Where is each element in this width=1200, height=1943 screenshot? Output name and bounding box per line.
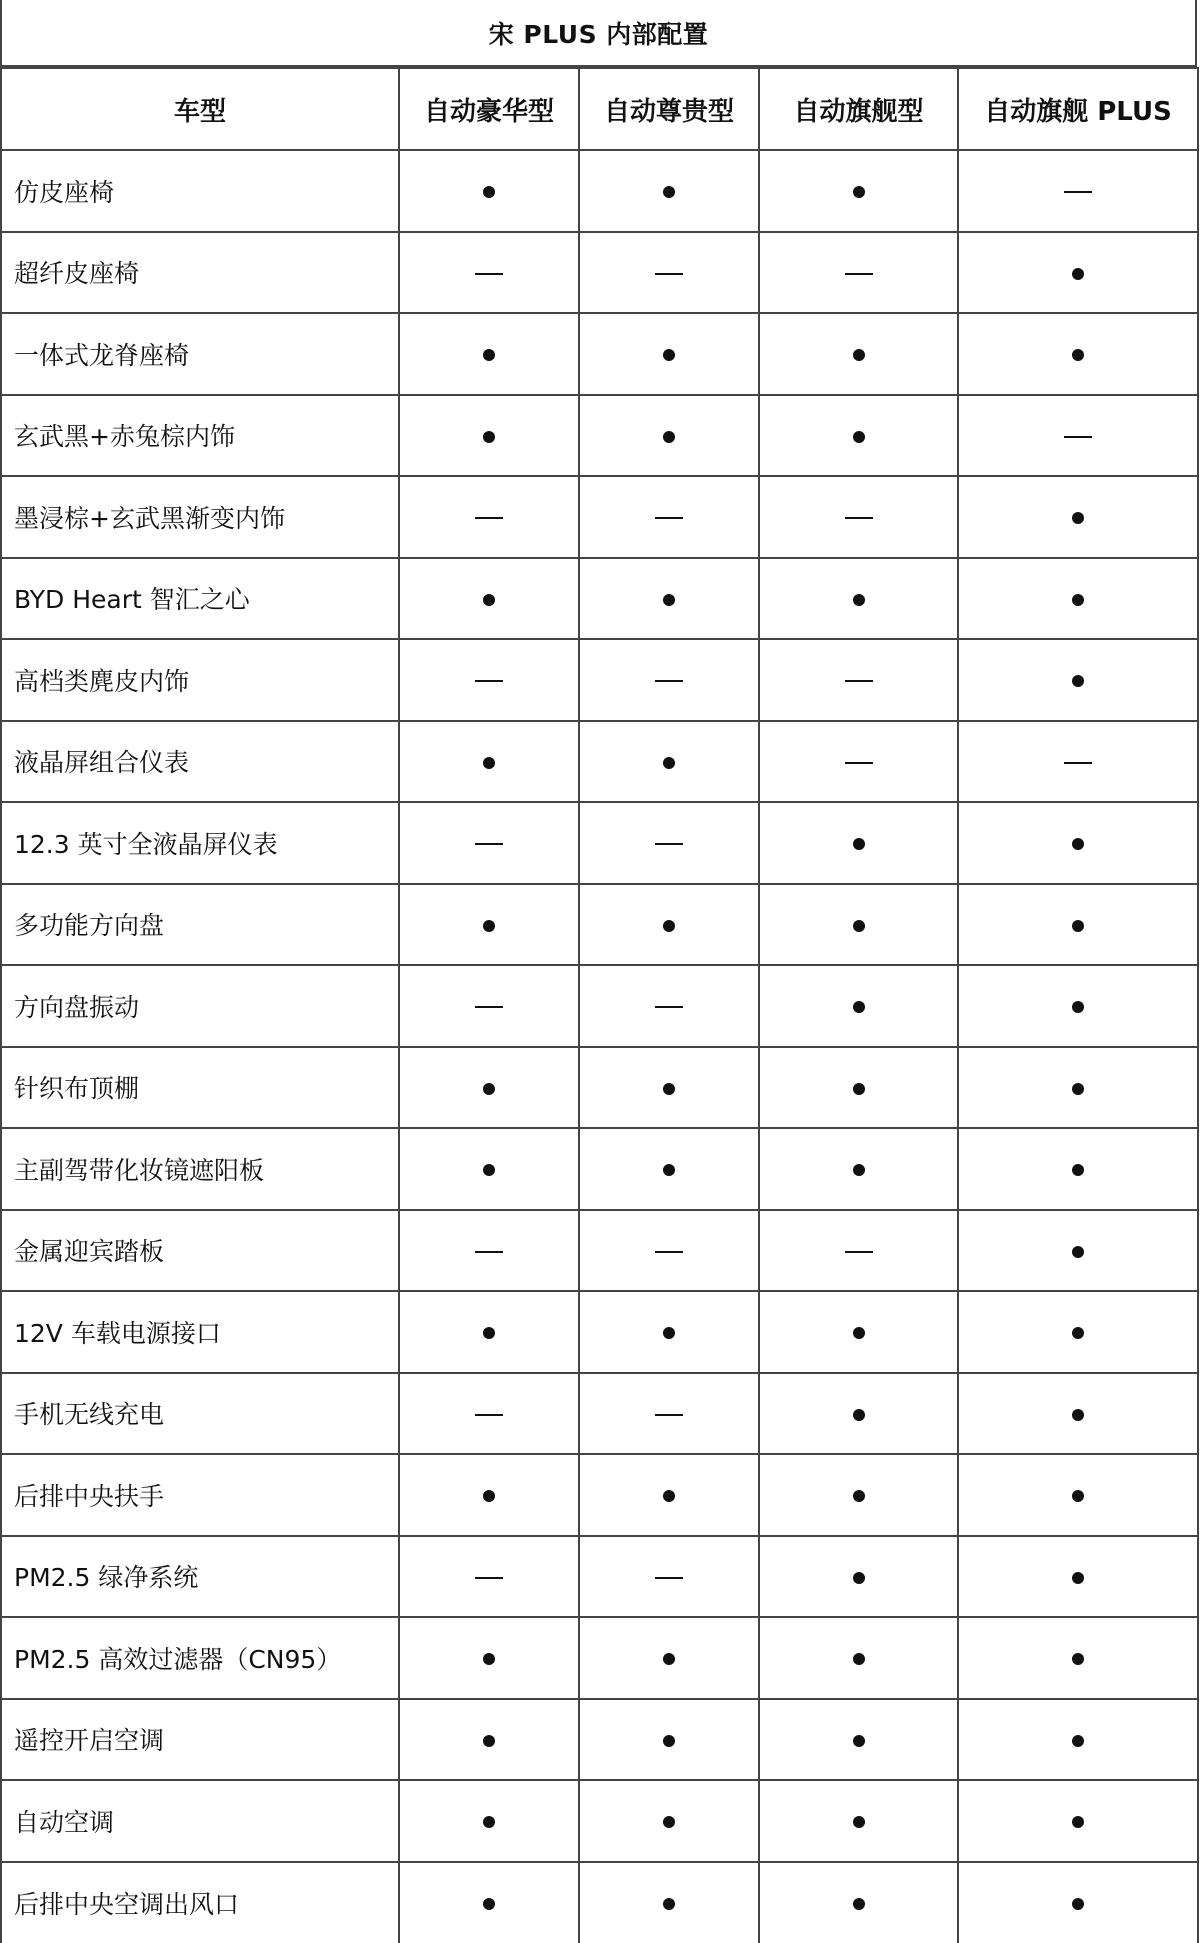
- config-cell: [399, 313, 579, 395]
- config-cell: [958, 1862, 1198, 1943]
- config-cell: [958, 721, 1198, 803]
- feature-name: 仿皮座椅: [1, 150, 399, 232]
- table-body: [1, 150, 1198, 1943]
- config-cell: [759, 802, 958, 884]
- config-cell: [759, 965, 958, 1047]
- config-cell: [579, 884, 759, 966]
- config-cell: [579, 1862, 759, 1943]
- feature-name: 12.3 英寸全液晶屏仪表: [1, 802, 399, 884]
- config-cell: [399, 1780, 579, 1862]
- feature-name: 多功能方向盘: [1, 884, 399, 966]
- not-available-dash-icon: [475, 1414, 503, 1416]
- feature-name: BYD Heart 智汇之心: [1, 558, 399, 640]
- standard-dot-icon: [1072, 349, 1084, 361]
- config-cell: [759, 150, 958, 232]
- table-row: [1, 1128, 1198, 1210]
- standard-dot-icon: [1072, 1083, 1084, 1095]
- config-cell: [399, 1454, 579, 1536]
- standard-dot-icon: [483, 757, 495, 769]
- table-row: [1, 1373, 1198, 1455]
- table-row: [1, 1047, 1198, 1129]
- not-available-dash-icon: [1064, 191, 1092, 193]
- feature-name: 后排中央扶手: [1, 1454, 399, 1536]
- config-cell: [958, 802, 1198, 884]
- config-cell: [958, 884, 1198, 966]
- table-row: [1, 1536, 1198, 1618]
- not-available-dash-icon: [845, 1251, 873, 1253]
- feature-name: 主副驾带化妆镜遮阳板: [1, 1128, 399, 1210]
- standard-dot-icon: [663, 186, 675, 198]
- table-row: [1, 558, 1198, 640]
- config-cell: [759, 558, 958, 640]
- standard-dot-icon: [853, 1735, 865, 1747]
- config-cell: [958, 395, 1198, 477]
- config-cell: [399, 802, 579, 884]
- config-cell: [579, 721, 759, 803]
- config-cell: [958, 150, 1198, 232]
- config-cell: [759, 232, 958, 314]
- standard-dot-icon: [483, 920, 495, 932]
- standard-dot-icon: [1072, 1409, 1084, 1421]
- table-row: [1, 395, 1198, 477]
- not-available-dash-icon: [475, 680, 503, 682]
- config-cell: [399, 395, 579, 477]
- config-cell: [759, 395, 958, 477]
- config-cell: [759, 476, 958, 558]
- standard-dot-icon: [1072, 1164, 1084, 1176]
- table-row: [1, 1780, 1198, 1862]
- not-available-dash-icon: [655, 1577, 683, 1579]
- config-cell: [399, 1536, 579, 1618]
- standard-dot-icon: [483, 1898, 495, 1910]
- standard-dot-icon: [1072, 512, 1084, 524]
- not-available-dash-icon: [475, 1251, 503, 1253]
- feature-name: 针织布顶棚: [1, 1047, 399, 1129]
- config-cell: [399, 1128, 579, 1210]
- standard-dot-icon: [483, 186, 495, 198]
- not-available-dash-icon: [655, 1006, 683, 1008]
- standard-dot-icon: [853, 594, 865, 606]
- standard-dot-icon: [483, 1083, 495, 1095]
- feature-name: 手机无线充电: [1, 1373, 399, 1455]
- standard-dot-icon: [853, 1490, 865, 1502]
- standard-dot-icon: [853, 186, 865, 198]
- standard-dot-icon: [663, 1083, 675, 1095]
- standard-dot-icon: [853, 1816, 865, 1828]
- table-row: [1, 1210, 1198, 1292]
- feature-name: 12V 车载电源接口: [1, 1291, 399, 1373]
- feature-name: 液晶屏组合仪表: [1, 721, 399, 803]
- table-row: [1, 1291, 1198, 1373]
- config-cell: [579, 1617, 759, 1699]
- standard-dot-icon: [483, 1490, 495, 1502]
- feature-name: 金属迎宾踏板: [1, 1210, 399, 1292]
- config-cell: [579, 1291, 759, 1373]
- feature-name: 自动空调: [1, 1780, 399, 1862]
- standard-dot-icon: [483, 1653, 495, 1665]
- table-row: [1, 802, 1198, 884]
- standard-dot-icon: [1072, 1572, 1084, 1584]
- standard-dot-icon: [483, 594, 495, 606]
- config-cell: [958, 1536, 1198, 1618]
- standard-dot-icon: [853, 1083, 865, 1095]
- not-available-dash-icon: [1064, 762, 1092, 764]
- config-cell: [399, 884, 579, 966]
- config-cell: [958, 313, 1198, 395]
- standard-dot-icon: [483, 1735, 495, 1747]
- standard-dot-icon: [853, 920, 865, 932]
- not-available-dash-icon: [655, 680, 683, 682]
- config-cell: [958, 1454, 1198, 1536]
- feature-name: 高档类麂皮内饰: [1, 639, 399, 721]
- table-title: 宋 PLUS 内部配置: [0, 0, 1197, 67]
- standard-dot-icon: [1072, 1490, 1084, 1502]
- config-cell: [958, 232, 1198, 314]
- config-cell: [958, 558, 1198, 640]
- standard-dot-icon: [663, 757, 675, 769]
- feature-name: 一体式龙脊座椅: [1, 313, 399, 395]
- not-available-dash-icon: [475, 273, 503, 275]
- config-cell: [958, 1291, 1198, 1373]
- not-available-dash-icon: [475, 1006, 503, 1008]
- config-cell: [579, 1699, 759, 1781]
- standard-dot-icon: [1072, 1327, 1084, 1339]
- standard-dot-icon: [483, 1327, 495, 1339]
- config-cell: [759, 1617, 958, 1699]
- standard-dot-icon: [1072, 1816, 1084, 1828]
- not-available-dash-icon: [475, 843, 503, 845]
- not-available-dash-icon: [475, 517, 503, 519]
- standard-dot-icon: [853, 1327, 865, 1339]
- feature-name: 墨浸棕+玄武黑渐变内饰: [1, 476, 399, 558]
- standard-dot-icon: [853, 1653, 865, 1665]
- column-header-premium: 自动尊贵型: [579, 68, 759, 150]
- config-cell: [399, 965, 579, 1047]
- column-header-flagship: 自动旗舰型: [759, 68, 958, 150]
- config-cell: [759, 1780, 958, 1862]
- config-cell: [579, 1128, 759, 1210]
- standard-dot-icon: [663, 1816, 675, 1828]
- config-cell: [958, 1047, 1198, 1129]
- config-cell: [958, 965, 1198, 1047]
- standard-dot-icon: [483, 1816, 495, 1828]
- table-row: [1, 150, 1198, 232]
- config-cell: [399, 558, 579, 640]
- not-available-dash-icon: [845, 762, 873, 764]
- standard-dot-icon: [853, 838, 865, 850]
- feature-name: 超纤皮座椅: [1, 232, 399, 314]
- standard-dot-icon: [663, 594, 675, 606]
- feature-name: 遥控开启空调: [1, 1699, 399, 1781]
- config-cell: [579, 802, 759, 884]
- standard-dot-icon: [663, 1327, 675, 1339]
- config-cell: [399, 1047, 579, 1129]
- config-cell: [579, 1210, 759, 1292]
- config-cell: [579, 1780, 759, 1862]
- table-row: [1, 965, 1198, 1047]
- config-cell: [399, 1291, 579, 1373]
- config-cell: [759, 639, 958, 721]
- config-cell: [958, 1373, 1198, 1455]
- config-cell: [579, 1373, 759, 1455]
- config-cell: [759, 1699, 958, 1781]
- not-available-dash-icon: [655, 1251, 683, 1253]
- column-header-flagship-plus: 自动旗舰 PLUS: [958, 68, 1198, 150]
- standard-dot-icon: [663, 920, 675, 932]
- not-available-dash-icon: [655, 517, 683, 519]
- config-cell: [759, 1862, 958, 1943]
- config-cell: [759, 1291, 958, 1373]
- standard-dot-icon: [1072, 594, 1084, 606]
- config-cell: [759, 1373, 958, 1455]
- config-cell: [399, 1210, 579, 1292]
- config-cell: [958, 1780, 1198, 1862]
- standard-dot-icon: [1072, 1001, 1084, 1013]
- config-cell: [579, 558, 759, 640]
- config-cell: [579, 1047, 759, 1129]
- not-available-dash-icon: [475, 1577, 503, 1579]
- config-cell: [958, 1128, 1198, 1210]
- not-available-dash-icon: [655, 1414, 683, 1416]
- standard-dot-icon: [853, 1164, 865, 1176]
- config-cell: [579, 1536, 759, 1618]
- standard-dot-icon: [853, 1898, 865, 1910]
- standard-dot-icon: [483, 349, 495, 361]
- standard-dot-icon: [1072, 675, 1084, 687]
- standard-dot-icon: [1072, 1246, 1084, 1258]
- table-row: [1, 1699, 1198, 1781]
- table-row: [1, 639, 1198, 721]
- standard-dot-icon: [663, 1490, 675, 1502]
- config-cell: [399, 1699, 579, 1781]
- config-cell: [579, 639, 759, 721]
- table-row: [1, 721, 1198, 803]
- config-cell: [759, 1128, 958, 1210]
- config-cell: [399, 150, 579, 232]
- feature-name: 方向盘振动: [1, 965, 399, 1047]
- config-cell: [759, 884, 958, 966]
- standard-dot-icon: [1072, 1735, 1084, 1747]
- config-cell: [399, 476, 579, 558]
- standard-dot-icon: [1072, 1653, 1084, 1665]
- table-row: [1, 476, 1198, 558]
- config-table: [0, 67, 1199, 1943]
- config-cell: [399, 721, 579, 803]
- table-row: [1, 1617, 1198, 1699]
- config-cell: [399, 1862, 579, 1943]
- config-cell: [759, 1536, 958, 1618]
- config-cell: [759, 1210, 958, 1292]
- standard-dot-icon: [1072, 1898, 1084, 1910]
- standard-dot-icon: [853, 1572, 865, 1584]
- config-cell: [958, 1699, 1198, 1781]
- config-cell: [579, 476, 759, 558]
- standard-dot-icon: [663, 1735, 675, 1747]
- config-cell: [399, 639, 579, 721]
- config-cell: [579, 150, 759, 232]
- standard-dot-icon: [853, 1409, 865, 1421]
- config-cell: [958, 1210, 1198, 1292]
- feature-name: PM2.5 高效过滤器（CN95）: [1, 1617, 399, 1699]
- feature-name: PM2.5 绿净系统: [1, 1536, 399, 1618]
- not-available-dash-icon: [655, 273, 683, 275]
- config-cell: [399, 1617, 579, 1699]
- config-cell: [759, 313, 958, 395]
- config-cell: [399, 232, 579, 314]
- standard-dot-icon: [663, 1164, 675, 1176]
- not-available-dash-icon: [1064, 436, 1092, 438]
- feature-name: 后排中央空调出风口: [1, 1862, 399, 1943]
- column-header-luxury: 自动豪华型: [399, 68, 579, 150]
- table-row: [1, 1862, 1198, 1943]
- header-row: [1, 68, 1198, 150]
- standard-dot-icon: [663, 431, 675, 443]
- config-cell: [759, 1454, 958, 1536]
- standard-dot-icon: [483, 431, 495, 443]
- config-cell: [579, 313, 759, 395]
- config-cell: [958, 639, 1198, 721]
- standard-dot-icon: [1072, 268, 1084, 280]
- table-row: [1, 884, 1198, 966]
- table-row: [1, 313, 1198, 395]
- config-cell: [579, 965, 759, 1047]
- config-cell: [958, 476, 1198, 558]
- config-cell: [759, 721, 958, 803]
- not-available-dash-icon: [655, 843, 683, 845]
- feature-name: 玄武黑+赤兔棕内饰: [1, 395, 399, 477]
- not-available-dash-icon: [845, 680, 873, 682]
- config-cell: [579, 1454, 759, 1536]
- standard-dot-icon: [1072, 838, 1084, 850]
- config-cell: [759, 1047, 958, 1129]
- config-cell: [579, 232, 759, 314]
- standard-dot-icon: [853, 349, 865, 361]
- config-cell: [958, 1617, 1198, 1699]
- table-row: [1, 232, 1198, 314]
- not-available-dash-icon: [845, 273, 873, 275]
- standard-dot-icon: [663, 1653, 675, 1665]
- standard-dot-icon: [663, 1898, 675, 1910]
- config-cell: [399, 1373, 579, 1455]
- standard-dot-icon: [853, 431, 865, 443]
- standard-dot-icon: [853, 1001, 865, 1013]
- config-cell: [579, 395, 759, 477]
- not-available-dash-icon: [845, 517, 873, 519]
- standard-dot-icon: [1072, 920, 1084, 932]
- standard-dot-icon: [483, 1164, 495, 1176]
- column-header-model: 车型: [1, 68, 399, 150]
- standard-dot-icon: [663, 349, 675, 361]
- table-row: [1, 1454, 1198, 1536]
